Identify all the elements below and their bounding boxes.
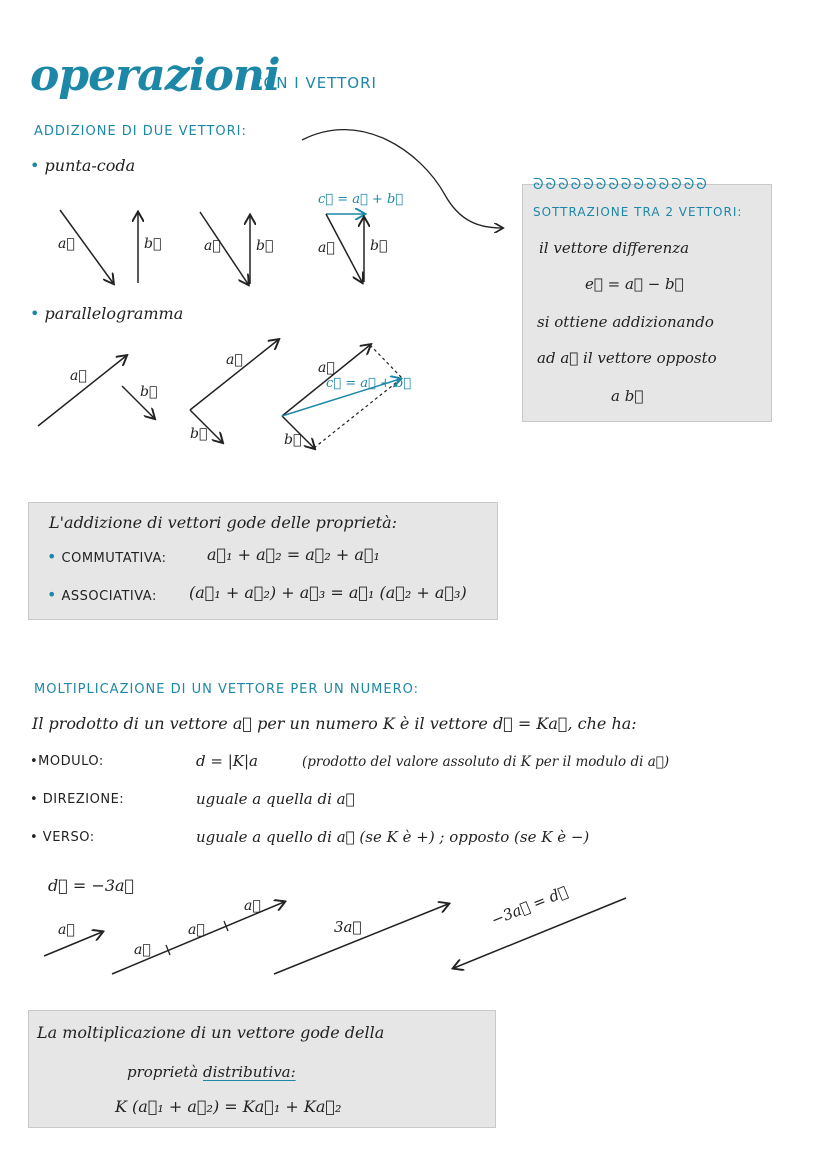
addition-heading: ADDIZIONE DI DUE VETTORI: xyxy=(34,124,247,139)
bullet: • xyxy=(30,156,45,175)
label-a: a⃗ xyxy=(58,922,75,938)
multiplication-heading: MOLTIPLICAZIONE DI UN VETTORE PER UN NUMERO: xyxy=(34,682,420,697)
label-3a: 3a⃗ xyxy=(334,918,362,936)
label-b: b⃗ xyxy=(190,426,208,442)
label-a: a⃗ xyxy=(226,352,243,368)
distributive-prefix: proprietà xyxy=(127,1063,199,1081)
row-label: • DIREZIONE: xyxy=(30,792,125,807)
page-title: operazioni xyxy=(30,50,280,101)
property-name: COMMUTATIVA: xyxy=(61,551,167,566)
label-a: a⃗ xyxy=(134,942,151,958)
label-c-sum: c⃗ = a⃗ + b⃗ xyxy=(318,192,404,207)
subtraction-line1: il vettore differenza xyxy=(539,239,690,257)
distributive-highlight: distributiva: xyxy=(203,1063,296,1081)
properties-intro: L'addizione di vettori gode delle proprietà: xyxy=(49,513,398,532)
row-note: (prodotto del valore assoluto di K per il modulo di a⃗) xyxy=(302,754,670,770)
label-b: b⃗ xyxy=(284,432,302,448)
property-formula: a⃗₁ + a⃗₂ = a⃗₂ + a⃗₁ xyxy=(207,545,380,564)
property-name: ASSOCIATIVA: xyxy=(61,589,157,604)
label-b: b⃗ xyxy=(256,238,274,254)
vector-a xyxy=(38,356,126,426)
label-b: b⃗ xyxy=(140,384,158,400)
property-commutative xyxy=(47,547,167,566)
bullet: • xyxy=(47,547,62,566)
label-a: a⃗ xyxy=(318,240,335,256)
subtraction-heading: SOTTRAZIONE TRA 2 VETTORI: xyxy=(533,205,743,219)
label-b: b⃗ xyxy=(370,238,388,254)
subtraction-line4: a b⃗ xyxy=(611,387,644,405)
label-a: a⃗ xyxy=(204,238,221,254)
row-label: •MODULO: xyxy=(30,754,104,769)
label-a: a⃗ xyxy=(318,360,335,376)
row-value: uguale a quello di a⃗ (se K è +) ; opposto (se K è −) xyxy=(196,828,590,846)
spiral-binding: ᘐᘐᘐᘐᘐᘐᘐᘐᘐᘐᘐᘐᘐᘐ xyxy=(533,175,709,193)
subtraction-line2: si ottiene addizionando xyxy=(537,313,714,331)
vector-a xyxy=(190,340,278,410)
bullet: • xyxy=(47,585,62,604)
dashed-side xyxy=(370,345,402,378)
multiplication-example: d⃗ = −3a⃗ xyxy=(48,876,135,895)
label-a: a⃗ xyxy=(70,368,87,384)
label-minus-3a-text: −3a⃗ = d⃗ xyxy=(488,882,571,930)
method-parallelogram-label: parallelogramma xyxy=(44,304,184,323)
label-b: b⃗ xyxy=(144,236,162,252)
label-a: a⃗ xyxy=(58,236,75,252)
label-a: a⃗ xyxy=(244,898,261,914)
page-subtitle: CON I VETTORI xyxy=(252,74,377,92)
row-value: d = |K|a xyxy=(196,752,258,770)
bullet: • xyxy=(30,304,45,323)
row-label: • VERSO: xyxy=(30,830,95,845)
subtraction-box xyxy=(522,175,772,422)
label-a: a⃗ xyxy=(188,922,205,938)
property-formula: (a⃗₁ + a⃗₂) + a⃗₃ = a⃗₁ (a⃗₂ + a⃗₃) xyxy=(189,583,467,602)
distributive-formula: K (a⃗₁ + a⃗₂) = Ka⃗₁ + Ka⃗₂ xyxy=(115,1097,342,1116)
label-c-sum: c⃗ = a⃗ + b⃗ xyxy=(326,376,412,391)
subtraction-formula: e⃗ = a⃗ − b⃗ xyxy=(585,275,684,293)
distributive-box xyxy=(28,1010,496,1128)
multiplication-intro: Il prodotto di un vettore a⃗ per un numero K è il vettore d⃗ = Ka⃗, che ha: xyxy=(32,714,637,733)
subtraction-line3: ad a⃗ il vettore opposto xyxy=(537,349,717,367)
method-head-tail-label: punta-coda xyxy=(44,156,136,175)
distributive-line2 xyxy=(127,1063,296,1081)
row-value: uguale a quella di a⃗ xyxy=(196,790,355,808)
vector-3a-long xyxy=(274,904,448,974)
addition-properties-box xyxy=(28,502,498,620)
property-associative xyxy=(47,585,157,604)
distributive-line1: La moltiplicazione di un vettore gode della xyxy=(37,1023,385,1042)
link-arrow xyxy=(302,130,502,228)
